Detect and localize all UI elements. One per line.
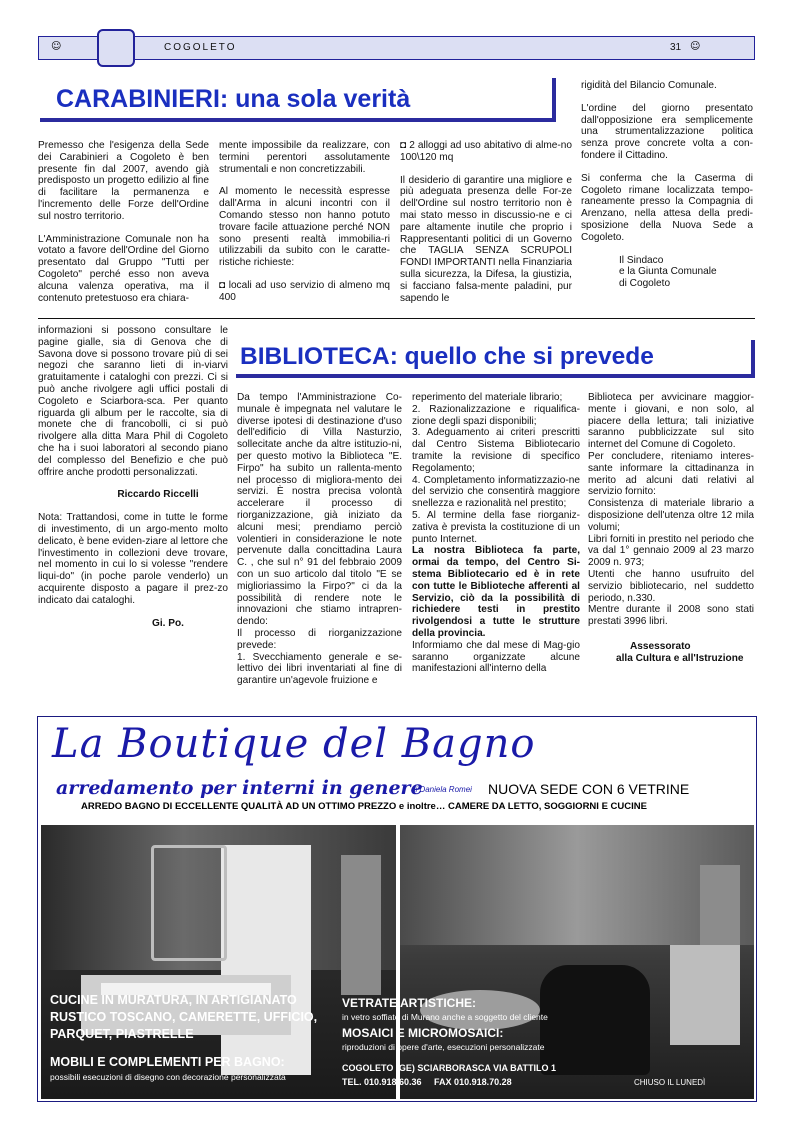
showroom-photo <box>400 825 754 1099</box>
advertisement <box>37 716 757 1102</box>
note: Nota: Trattandosi, come in tutte le forme di investimento, di un argo-mento molto delicato, è bene eviden-ziare al lettore che l'investimento in collezioni deve trovare, nel momento in cui lo si volesse "rendere liqui-do" (in poche parole venderlo) un acquirente disposto a pagare il prez-zo indicato dai cataloghi. <box>38 512 228 606</box>
biblioteca-title: BIBLIOTECA: quello che si prevede <box>240 343 654 370</box>
signature-line: e la Giunta Comunale <box>619 266 717 278</box>
paragraph: ◘ locali ad uso servizio di almeno mq 400 <box>219 279 390 303</box>
paragraph: Da tempo l'Amministrazione Co-munale è impegnata nel valutare le diverse ipotesi di destinazione d'uso dell'edificio di Villa Nasturzio, sollecitate anche da altre istituzio-ni, per questo motivo la Biblioteca "E. Firpo" ha subito un rallenta-mento nel processo di migliora-mento dei servizi. È nostra precisa volontà accelerare il processo di riorganizzazione, già iniziato da alcuni mesi; prendiamo perciò volentieri in considerazione le note pervenute dalla concittadina Laura C. , che sul n° 91 del febbraio 2009 con un suo articolo dal titolo "E se miglioriassimo la Firpo?" ci da la possibilità di rendere note le innovazioni che stiamo intrapren-dendo: <box>237 392 402 628</box>
ad-left-sub2: possibili esecuzioni di disegno con decorazione personalizzata <box>50 1072 286 1082</box>
ad-phones: TEL. 010.918.60.36 FAX 010.918.70.28 <box>342 1077 512 1087</box>
left-article <box>38 325 228 629</box>
ad-right-sub2: riproduzioni di opere d'arte, esecuzioni personalizzate <box>342 1042 545 1052</box>
paragraph: Mentre durante il 2008 sono stati prestati 3996 libri. <box>588 604 754 628</box>
photo-shelf <box>700 865 740 945</box>
service-line: PARQUET, PIASTRELLE <box>50 1027 194 1041</box>
service-line: RUSTICO TOSCANO, CAMERETTE, UFFICIO, <box>50 1010 318 1024</box>
ad-brand: La Boutique del Bagno <box>52 721 536 767</box>
paragraph: 1. Svecchiamento generale e se-lettivo dei libri inventariati al fine di garantire un'agevole fruizione e <box>237 651 402 687</box>
paragraph: 3. Adeguamento ai criteri prescritti dal Centro Sistema Bibliotecario tramite la revisione di specifico Regolamento; <box>412 427 580 474</box>
page-number: 31 <box>670 42 682 53</box>
paragraph: reperimento del materiale librario; <box>412 392 563 403</box>
biblioteca-col-3 <box>588 392 754 665</box>
carabinieri-col-2 <box>219 140 390 304</box>
paragraph: Libri forniti in prestito nel periodo che va dal 1° gennaio 2009 al 23 marzo 2009 n. 973; <box>588 533 754 569</box>
paragraph: Il desiderio di garantire una migliore e più adeguata presenza delle For-ze dell'Ordine sul nostro territorio non è mai stato messo in discussio-ne e ci pare altamente inutile che proprio i Rappresentanti politici di un Governo che TAGLIA SENZA SCRUPOLI FONDI IMPORTANTI nella Finanziaria sulla sicurezza, la Difesa, la giustizia, si facciano falsa-mente paladini, pur sapendo le <box>400 174 572 304</box>
carabinieri-signature <box>619 255 753 290</box>
ad-left-services <box>50 992 317 1043</box>
ad-closed: CHIUSO IL LUNEDÌ <box>634 1078 706 1087</box>
paragraph: La nostra Biblioteca fa parte, ormai da tempo, del Centro Si-stema Bibliotecario ed è in rete con tutte le Biblioteche afferenti al Servizio, ciò da la possibilità di richiedere testi in prestito rivolgendosi a tutte le strutture della provincia. <box>412 545 580 639</box>
signature-line: di Cogoleto <box>619 278 671 290</box>
paragraph: L'Amministrazione Comunale non ha votato a favore dell'Ordine del Giorno presentato dal Gruppo "Tutti per Cogoleto" perché esso non aveva alcuna valenza operativa, ma il contenuto pretestuoso era chiara- <box>38 233 209 304</box>
ad-subline: ARREDO BAGNO DI ECCELLENTE QUALITÀ AD UN OTTIMO PREZZO e inoltre… CAMERE DA LETTO, SOGGIORNI E CUCINE <box>81 801 647 812</box>
ad-new-site: NUOVA SEDE CON 6 VETRINE <box>488 781 690 797</box>
paragraph: 2. Razionalizzazione e riqualifica-zione degli spazi disponibili; <box>412 403 580 427</box>
ad-tagline: arredamento per interni in genere <box>56 777 423 799</box>
biblioteca-col-2 <box>412 392 580 675</box>
biblioteca-title-box <box>236 340 755 378</box>
photo-armchair <box>540 965 650 1075</box>
paragraph: rigidità del Bilancio Comunale. <box>581 80 717 91</box>
header-town: COGOLETO <box>164 42 237 53</box>
paragraph: 4. Completamento informatizzazio-ne del servizio che consentirà maggiore snellezza e razionalità nel prestito; <box>412 474 580 510</box>
signature-line: alla Cultura e all'Istruzione <box>616 652 744 664</box>
paragraph: ◘ 2 alloggi ad uso abitativo di alme-no 100\120 mq <box>400 140 572 163</box>
section-divider <box>38 318 755 319</box>
photo-mirror <box>151 845 227 961</box>
paragraph: mente impossibile da realizzare, con termini perentori assolutamente strumentali e non concretizzabili. <box>219 140 390 175</box>
paragraph: Si conferma che la Caserma di Cogoleto rimane localizzata tempo-raneamente presso la Compagnia di Arenzano, nella attesa della predi-sposizione della Nuova Sede a Cogoleto. <box>581 172 753 243</box>
paragraph: Consistenza di materiale librario a disposizione dell'utenza oltre 12 mila volumi; <box>588 498 754 533</box>
carabinieri-title-box <box>40 78 556 122</box>
signature-line: Il Sindaco <box>619 254 664 266</box>
note-signature: Gi. Po. <box>152 617 184 629</box>
paragraph: Il processo di riorganizzazione prevede: <box>237 627 402 651</box>
paragraph: Informiamo che dal mese di Mag-gio saranno organizzate alcune manifestazioni all'interno della <box>412 639 580 675</box>
carabinieri-col-1 <box>38 140 209 304</box>
smiley-icon: ☺ <box>51 41 62 52</box>
smiley-icon: ☺ <box>690 41 701 52</box>
author: Riccardo Riccelli <box>117 489 199 501</box>
ad-left-head2: MOBILI E COMPLEMENTI PER BAGNO: <box>50 1055 285 1069</box>
service-line: CUCINE IN MURATURA, IN ARTIGIANATO <box>50 993 297 1007</box>
biblioteca-signature <box>616 641 754 665</box>
carabinieri-title: CARABINIERI: una sola verità <box>56 85 411 113</box>
ad-right-head1: VETRATE ARTISTICHE: <box>342 996 476 1010</box>
paragraph: Premesso che l'esigenza della Sede dei Carabinieri a Cogoleto è ben presente fin dal 2007, avendo già predisposto un progetto edilizio al fine di facilitare la permanenza e l'incremento delle Forze dell'Ordine sul nostro territorio. <box>38 140 209 222</box>
page-header <box>38 36 755 60</box>
paragraph: Al momento le necessità espresse dall'Arma in alcuni incontri con il Comando stesso non hanno potuto trovare facile attuazione perché NON sono presenti realtà immobilia-ri utilizzabili da subito con le caratte-ristiche richieste: <box>219 186 390 269</box>
paragraph: informazioni si possono consultare le pagine gialle, sia di Genova che di Savona dove si possono trovare più di sei negozi che saranno lieti di in-viarvi gratuitamente i cataloghi con prezzi. Ci si può anche rivolgere agli uffici postali di Cogoleto e Sciarbora-sca. Per quanto riguarda gli album per le raccolte, sia di monete che di francobolli, ci si può rivolgere alla ditta Mara Phil di Cogoleto che ha i suoi laboratori al secondo piano del complesso del Benefizio e che può offrire anche prodotti personalizzati. <box>38 325 228 478</box>
biblioteca-col-1 <box>237 392 402 687</box>
photo-frame <box>670 945 740 1045</box>
ad-author: di Daniela Romei <box>411 785 472 794</box>
paragraph: Per concludere, riteniamo interes-sante informare la cittadinanza in merito ad alcuni dati relativi al servizio fornito: <box>588 450 754 498</box>
paragraph: L'ordine del giorno presentato dall'opposizione era semplicemente una strumentalizzazione politica senza prove concrete volta a con-fondere il Cittadino. <box>581 102 753 161</box>
carabinieri-col-3 <box>400 140 572 304</box>
signature-line: Assessorato <box>630 640 691 652</box>
paragraph: Biblioteca per avvicinare maggior-mente i giovani, e non solo, al piacere della lettura; tali iniziative saranno pubblicizzate sul sito internet del Comune di Cogoleto. <box>588 392 754 451</box>
ad-address: COGOLETO (GE) SCIARBORASCA VIA BATTILO 1 <box>342 1063 557 1073</box>
paragraph: Utenti che hanno usufruito del servizio bibliotecario, nel suddetto periodo, n.330. <box>588 568 754 604</box>
carabinieri-col-4 <box>581 80 753 290</box>
ad-right-head2: MOSAICI E MICROMOSAICI: <box>342 1026 504 1040</box>
ad-right-sub1: in vetro soffiato di Murano anche a soggetto del cliente <box>342 1012 548 1022</box>
photo-cabinet <box>341 855 381 995</box>
header-frame-decoration <box>97 29 135 67</box>
paragraph: 5. Al termine della fase riorganiz-zativa è prevista la costituzione di un punto Internet. <box>412 509 580 545</box>
